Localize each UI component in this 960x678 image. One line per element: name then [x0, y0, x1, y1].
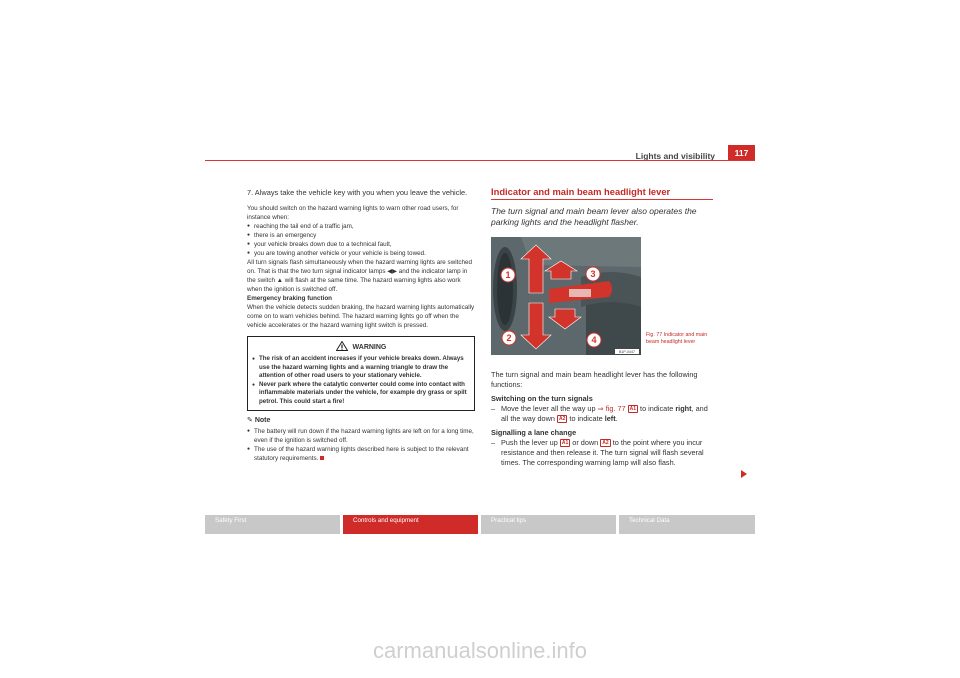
left-column: [247, 188, 475, 463]
intro-text: You should switch on the hazard warning lights to warn other road users, for instance when:: [247, 205, 459, 221]
instr-text: to indicate: [640, 404, 674, 413]
section-rule: [491, 199, 713, 200]
bullet-item: ● your vehicle breaks down due to a technical fault,: [247, 240, 475, 249]
note-item-text: The use of the hazard warning lights described here is subject to the relevant statutory requirements.: [254, 446, 469, 462]
bullet-item: ● reaching the tail end of a traffic jam,: [247, 222, 475, 231]
instr-right: right: [675, 404, 692, 413]
figure-caption: Fig. 77 Indicator and main beam headlight lever: [646, 332, 708, 345]
figure-lever: [491, 237, 641, 355]
instr-text: Push the lever up: [501, 438, 558, 447]
note-item: [247, 445, 475, 463]
watermark: carmanualsonline.info: [372, 638, 588, 663]
hazard-triangle-icon: ▲: [276, 277, 283, 284]
step-7: 7. Always take the vehicle key with you when you leave the vehicle.: [247, 188, 468, 197]
callout-badge-a2: A2: [558, 416, 566, 422]
warning-label: WARNING: [352, 344, 387, 351]
hazard-paragraph-part2: and the indicator lamp in the switch: [247, 268, 468, 284]
lane-change-instruction: [491, 438, 717, 468]
instr-text: to indicate: [569, 414, 603, 423]
instr-text: .: [615, 414, 618, 423]
continue-arrow-icon: [741, 470, 747, 478]
tab-controls-and-equipment[interactable]: Controls and equipment: [343, 515, 478, 534]
lane-change-heading: Signalling a lane change: [491, 428, 577, 437]
instr-left: left: [604, 414, 616, 423]
instr-text: to the point where you incur resistance and then release it. The turn signal will flash several times. The corresponding warning lamp will also flash.: [501, 438, 704, 467]
figure-reference-link[interactable]: ⇒ fig. 77: [597, 404, 626, 413]
callout-3: 3: [590, 269, 596, 279]
note-icon: ✎: [247, 417, 253, 424]
warning-box: [247, 336, 475, 411]
turn-signals-heading: Switching on the turn signals: [491, 394, 593, 403]
turn-signal-lamps-icon: ◀▶: [387, 268, 397, 275]
callout-badge-a1: A1: [629, 406, 637, 412]
section-title: Indicator and main beam headlight lever: [491, 186, 671, 197]
instr-text: , and all the way down: [501, 404, 708, 423]
lever-illustration: [491, 237, 641, 355]
turn-signals-instruction: [491, 404, 717, 424]
callout-badge-a1: A1: [561, 440, 569, 446]
note-heading: [247, 416, 475, 425]
section-end-marker: [320, 456, 324, 460]
callout-badge-a2: A2: [602, 440, 609, 446]
hazard-paragraph-part3: will flash at the same time. The hazard warning lights also work when the ignition is switched off.: [247, 277, 461, 293]
tab-technical-data[interactable]: Technical Data: [619, 515, 755, 534]
tab-safety-first[interactable]: Safety First: [205, 515, 340, 534]
hazard-paragraph-part1: All turn signals flash simultaneously when the hazard warning lights are switched on. That is that the two turn signal indicator lamps: [247, 259, 473, 275]
functions-intro: The turn signal and main beam headlight lever has the following functions:: [491, 370, 698, 389]
emergency-braking-text: When the vehicle detects sudden braking, the hazard warning lights automatically come on to warn vehicles behind. The hazard warning lights go off when the vehicle accelerates or the hazard warning light switch is pressed.: [247, 304, 475, 329]
callout-1: 1: [505, 270, 511, 280]
warning-heading: [252, 341, 470, 352]
callout-2: 2: [506, 333, 512, 343]
tab-practical-tips[interactable]: Practical tips: [481, 515, 616, 534]
warning-item: ● Never park where the catalytic converter could come into contact with inflammable materials under the vehicle, for example dry grass or spilt petrol. This could start a fire!: [252, 381, 470, 407]
running-header-title: Lights and visibility: [635, 151, 715, 161]
note-label: Note: [254, 417, 271, 424]
instr-text: Move the lever all the way up: [501, 404, 596, 413]
note-item: ● The battery will run down if the hazard warning lights are left on for a long time, even if the ignition is switched off.: [247, 427, 475, 445]
warning-item: ● The risk of an accident increases if your vehicle breaks down. Always use the hazard warning lights and a warning triangle to draw the attention of other road users to your stationary vehicle.: [252, 355, 470, 381]
bullet-item: ● there is an emergency: [247, 231, 475, 240]
figure-code: B1P-0447: [619, 350, 635, 354]
warning-triangle-icon: [336, 341, 348, 351]
right-body: [491, 370, 717, 468]
page-number: 117: [728, 145, 755, 160]
instr-text: or down: [572, 438, 599, 447]
emergency-braking-heading: Emergency braking function: [247, 295, 333, 302]
hazard-paragraph: [247, 258, 475, 294]
header-rule: [205, 160, 755, 161]
callout-4: 4: [591, 335, 597, 345]
bullet-item: ● you are towing another vehicle or your vehicle is being towed.: [247, 249, 475, 258]
section-subtitle: The turn signal and main beam lever also operates the parking lights and the headlight flasher.: [491, 206, 697, 227]
